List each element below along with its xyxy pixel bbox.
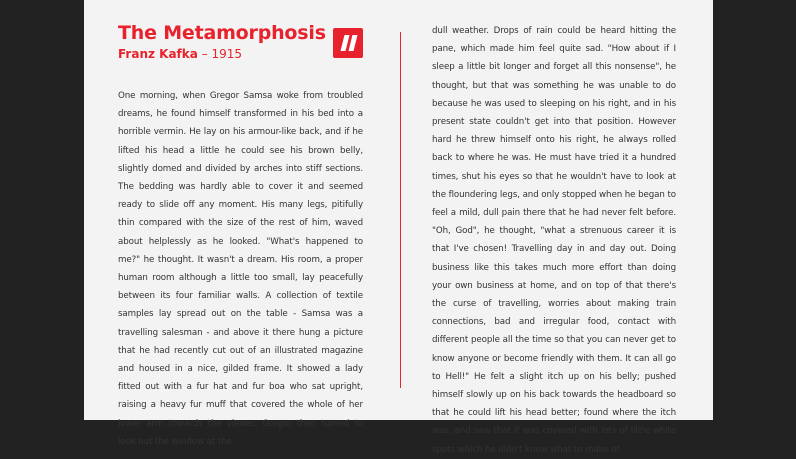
text-column-right: dull weather. Drops of rain could be heard hitting the pane, which made him feel quite sad. "How about if I sleep a little bit longer and forget all this nonsense", he thought, but that was something he was unable to do because he was used to sleeping on his right, and in his present state couldn't get into that position. However hard he threw himself onto his right, he always rolled back to where he was. He must have tried it a hundred times, shut his eyes so that he wouldn't have to look at the floundering legs, and only stopped when he began to feel a mild, dull pain there that he had never felt before. "Oh, God", he thought, "what a strenuous career it is that I've chosen! Travelling day in and day out. Doing business like this takes much more effort than doing your own business at home, and on top of that there's the curse of travelling, worries about making train connections, bad and irregular food, contact with different people all the time so that you can never get to know anyone or become friendly with them. It can all go to Hell!" He felt a slight itch up on his belly; pushed himself slowly up on his back towards the headboard so that he could lift his head better; found where the itch was, and saw that it was covered with lots of little white spots which he didn't know what to make of.: [432, 26, 676, 455]
column-divider: [400, 32, 401, 388]
double-slash-quote-icon: [333, 28, 363, 58]
page-title: The Metamorphosis: [118, 22, 326, 44]
author-name: Franz Kafka: [118, 47, 198, 61]
logo-glyph: [333, 28, 363, 58]
text-column-left: One morning, when Gregor Samsa woke from troubled dreams, he found himself transformed in his bed into a horrible vermin. He lay on his armour-like back, and if he lifted his head a little he could see his brown belly, slightly domed and divided by arches into stiff sections. The bedding was hardly able to cover it and seemed ready to slide off any moment. His many legs, pitifully thin compared with the size of the rest of him, waved about helplessly as he looked. "What's happened to me?" he thought. It wasn't a dream. His room, a proper human room although a little too small, lay peacefully between its four familiar walls. A collection of textile samples lay spread out on the table - Samsa was a travelling salesman - and above it there hung a picture that he had recently cut out of an illustrated magazine and housed in a nice, gilded frame. It showed a lady fitted out with a fur hat and fur boa who sat upright, raising a heavy fur muff that covered the whole of her lower arm towards the viewer. Gregor then turned to look out the window at the: [118, 91, 363, 447]
publication-year: 1915: [211, 47, 243, 61]
book-page: [84, 0, 713, 455]
author-line: Franz Kafka – 1915: [118, 47, 243, 61]
